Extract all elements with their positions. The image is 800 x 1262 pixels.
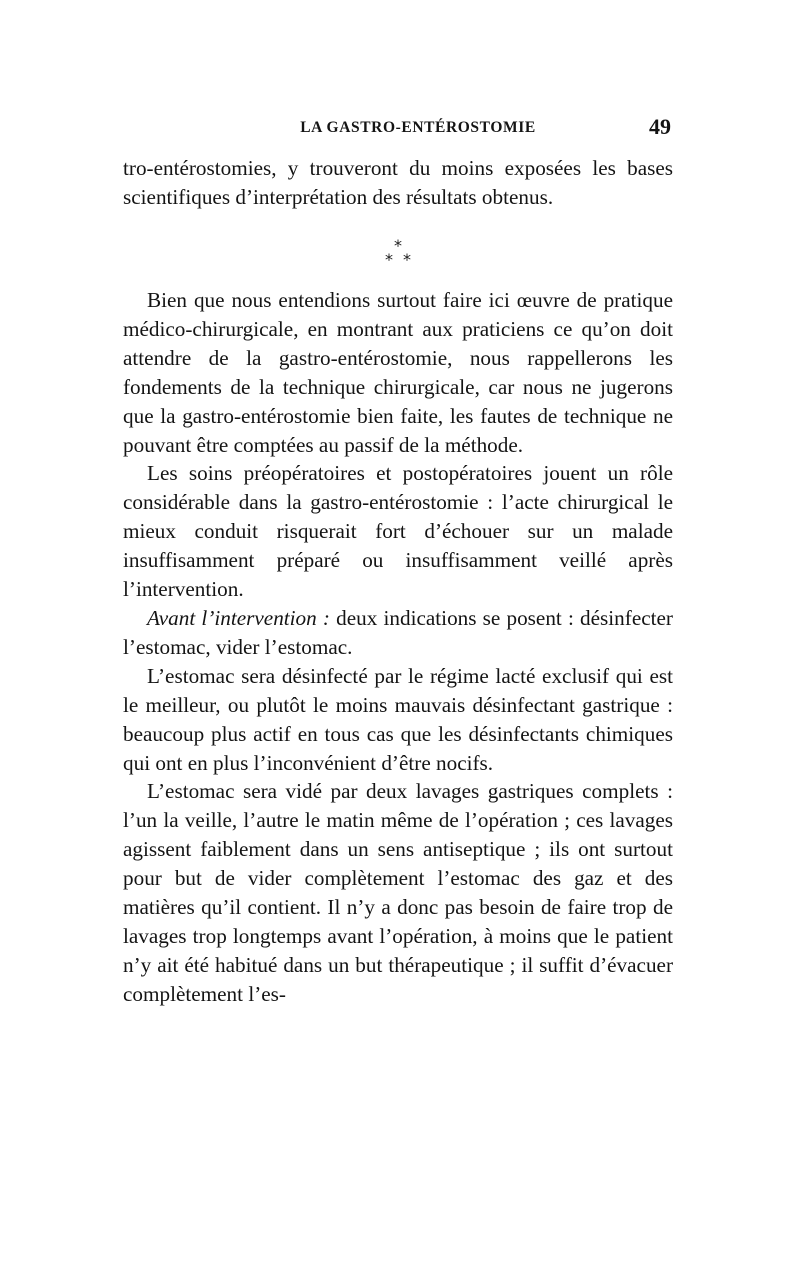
running-head bbox=[123, 112, 673, 142]
asterism-section-break bbox=[372, 232, 432, 272]
paragraph: Les soins préopératoires et postopératoires jouent un rôle considérable dans la gastro-entérostomie : l’acte chirurgical le mieux conduit risquerait fort d’échouer sur un malade insuffisamment préparé ou insuffisamment veillé après l’intervention. bbox=[123, 461, 673, 602]
paragraph: L’estomac sera désinfecté par le régime lacté exclusif qui est le meilleur, ou plutôt le moins mauvais désinfectant gastrique : beaucoup plus actif en tous cas que les désinfectants chimiques qui ont en plus l’inconvénient d’être nocifs. bbox=[123, 663, 673, 775]
paragraph: Bien que nous entendions surtout faire ici œuvre de pratique médico-chirurgicale, en montrant aux praticiens ce qu’on doit attendre de la gastro-entérostomie, nous rappellerons les fondements de la technique chirurgicale, car nous ne jugerons que la gastro-entérostomie bien faite, les fautes de technique ne pouvant être comptées au passif de la méthode. bbox=[123, 288, 673, 457]
paragraph-avant-intervention bbox=[123, 604, 673, 662]
asterism-star-icon: * bbox=[403, 250, 411, 269]
main-text bbox=[123, 286, 673, 1009]
running-title: LA GASTRO-ENTÉROSTOMIE bbox=[300, 119, 536, 136]
italic-lead: Avant l’intervention : bbox=[147, 605, 330, 630]
paragraph-continuation: tro-entérostomies, y trouveront du moins exposées les bases scientifiques d’interprétation des résultats obtenus. bbox=[123, 156, 673, 209]
page-number: 49 bbox=[649, 114, 671, 139]
paragraph-rest: deux indications se posent : désinfecter l’estomac, vider l’estomac. bbox=[123, 605, 673, 659]
asterism-star-icon: * bbox=[385, 250, 393, 269]
continuation-text bbox=[123, 154, 673, 212]
paragraph: L’estomac sera vidé par deux lavages gastriques complets : l’un la veille, l’autre le matin même de l’opération ; ces lavages agissent faiblement dans un sens antiseptique ; ils ont surtout pour but de vider complètement l’estomac des gaz et des matières qu’il contient. Il n’y a donc pas besoin de faire trop de lavages trop longtemps avant l’opération, à moins que le patient n’y ait été habitué dans un but thérapeutique ; il suffit d’évacuer complètement l’es- bbox=[123, 779, 673, 1006]
asterism-star-icon: * bbox=[394, 236, 402, 255]
